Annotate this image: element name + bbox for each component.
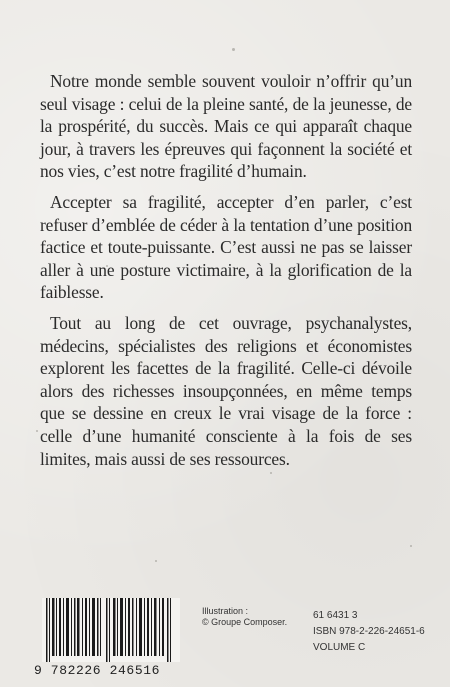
blurb-paragraph-3: Tout au long de cet ouvrage, psychanalystes, médecins, spécialistes des religions et économistes explorent les facettes de la fragilité. Celle-ci dévoile alors des richesses insoupçonnées, en même temps que se dessine en creux le vrai visage de la force : celle d’une humanité consciente à la fois de ses limites, mais aussi de ses ressources. xyxy=(40,312,412,469)
volume-label: VOLUME C xyxy=(313,642,366,653)
paper-speck xyxy=(36,430,38,432)
blurb-text xyxy=(40,70,412,478)
paper-speck xyxy=(155,560,157,562)
barcode-block xyxy=(34,598,184,683)
isbn-number: ISBN 978-2-226-24651-6 xyxy=(313,626,425,637)
blurb-paragraph-1: Notre monde semble souvent vouloir n’offrir qu’un seul visage : celui de la pleine santé, de la jeunesse, de la prospérité, du succès. Mais ce qui apparaît chaque jour, à travers les épreuves qui façonnent la société et nos vies, c’est notre fragilité d’humain. xyxy=(40,71,412,182)
blurb-paragraph-2: Accepter sa fragilité, accepter d’en parler, c’est refuser d’emblée de céder à la tentation d’une position factice et toute-puissante. C’est aussi ne pas se laisser aller à une posture victimaire, à la glorification de la faiblesse. xyxy=(40,191,412,303)
barcode-icon xyxy=(42,598,180,662)
credit-label: Illustration : xyxy=(202,606,249,616)
paper-speck xyxy=(232,48,235,51)
identifier-block xyxy=(313,608,425,656)
barcode-digits: 9 782226 246516 xyxy=(34,663,161,678)
product-code: 61 6431 3 xyxy=(313,610,358,621)
paper-speck xyxy=(410,545,412,547)
credit-name: © Groupe Composer. xyxy=(202,617,288,627)
illustration-credit xyxy=(202,606,287,628)
